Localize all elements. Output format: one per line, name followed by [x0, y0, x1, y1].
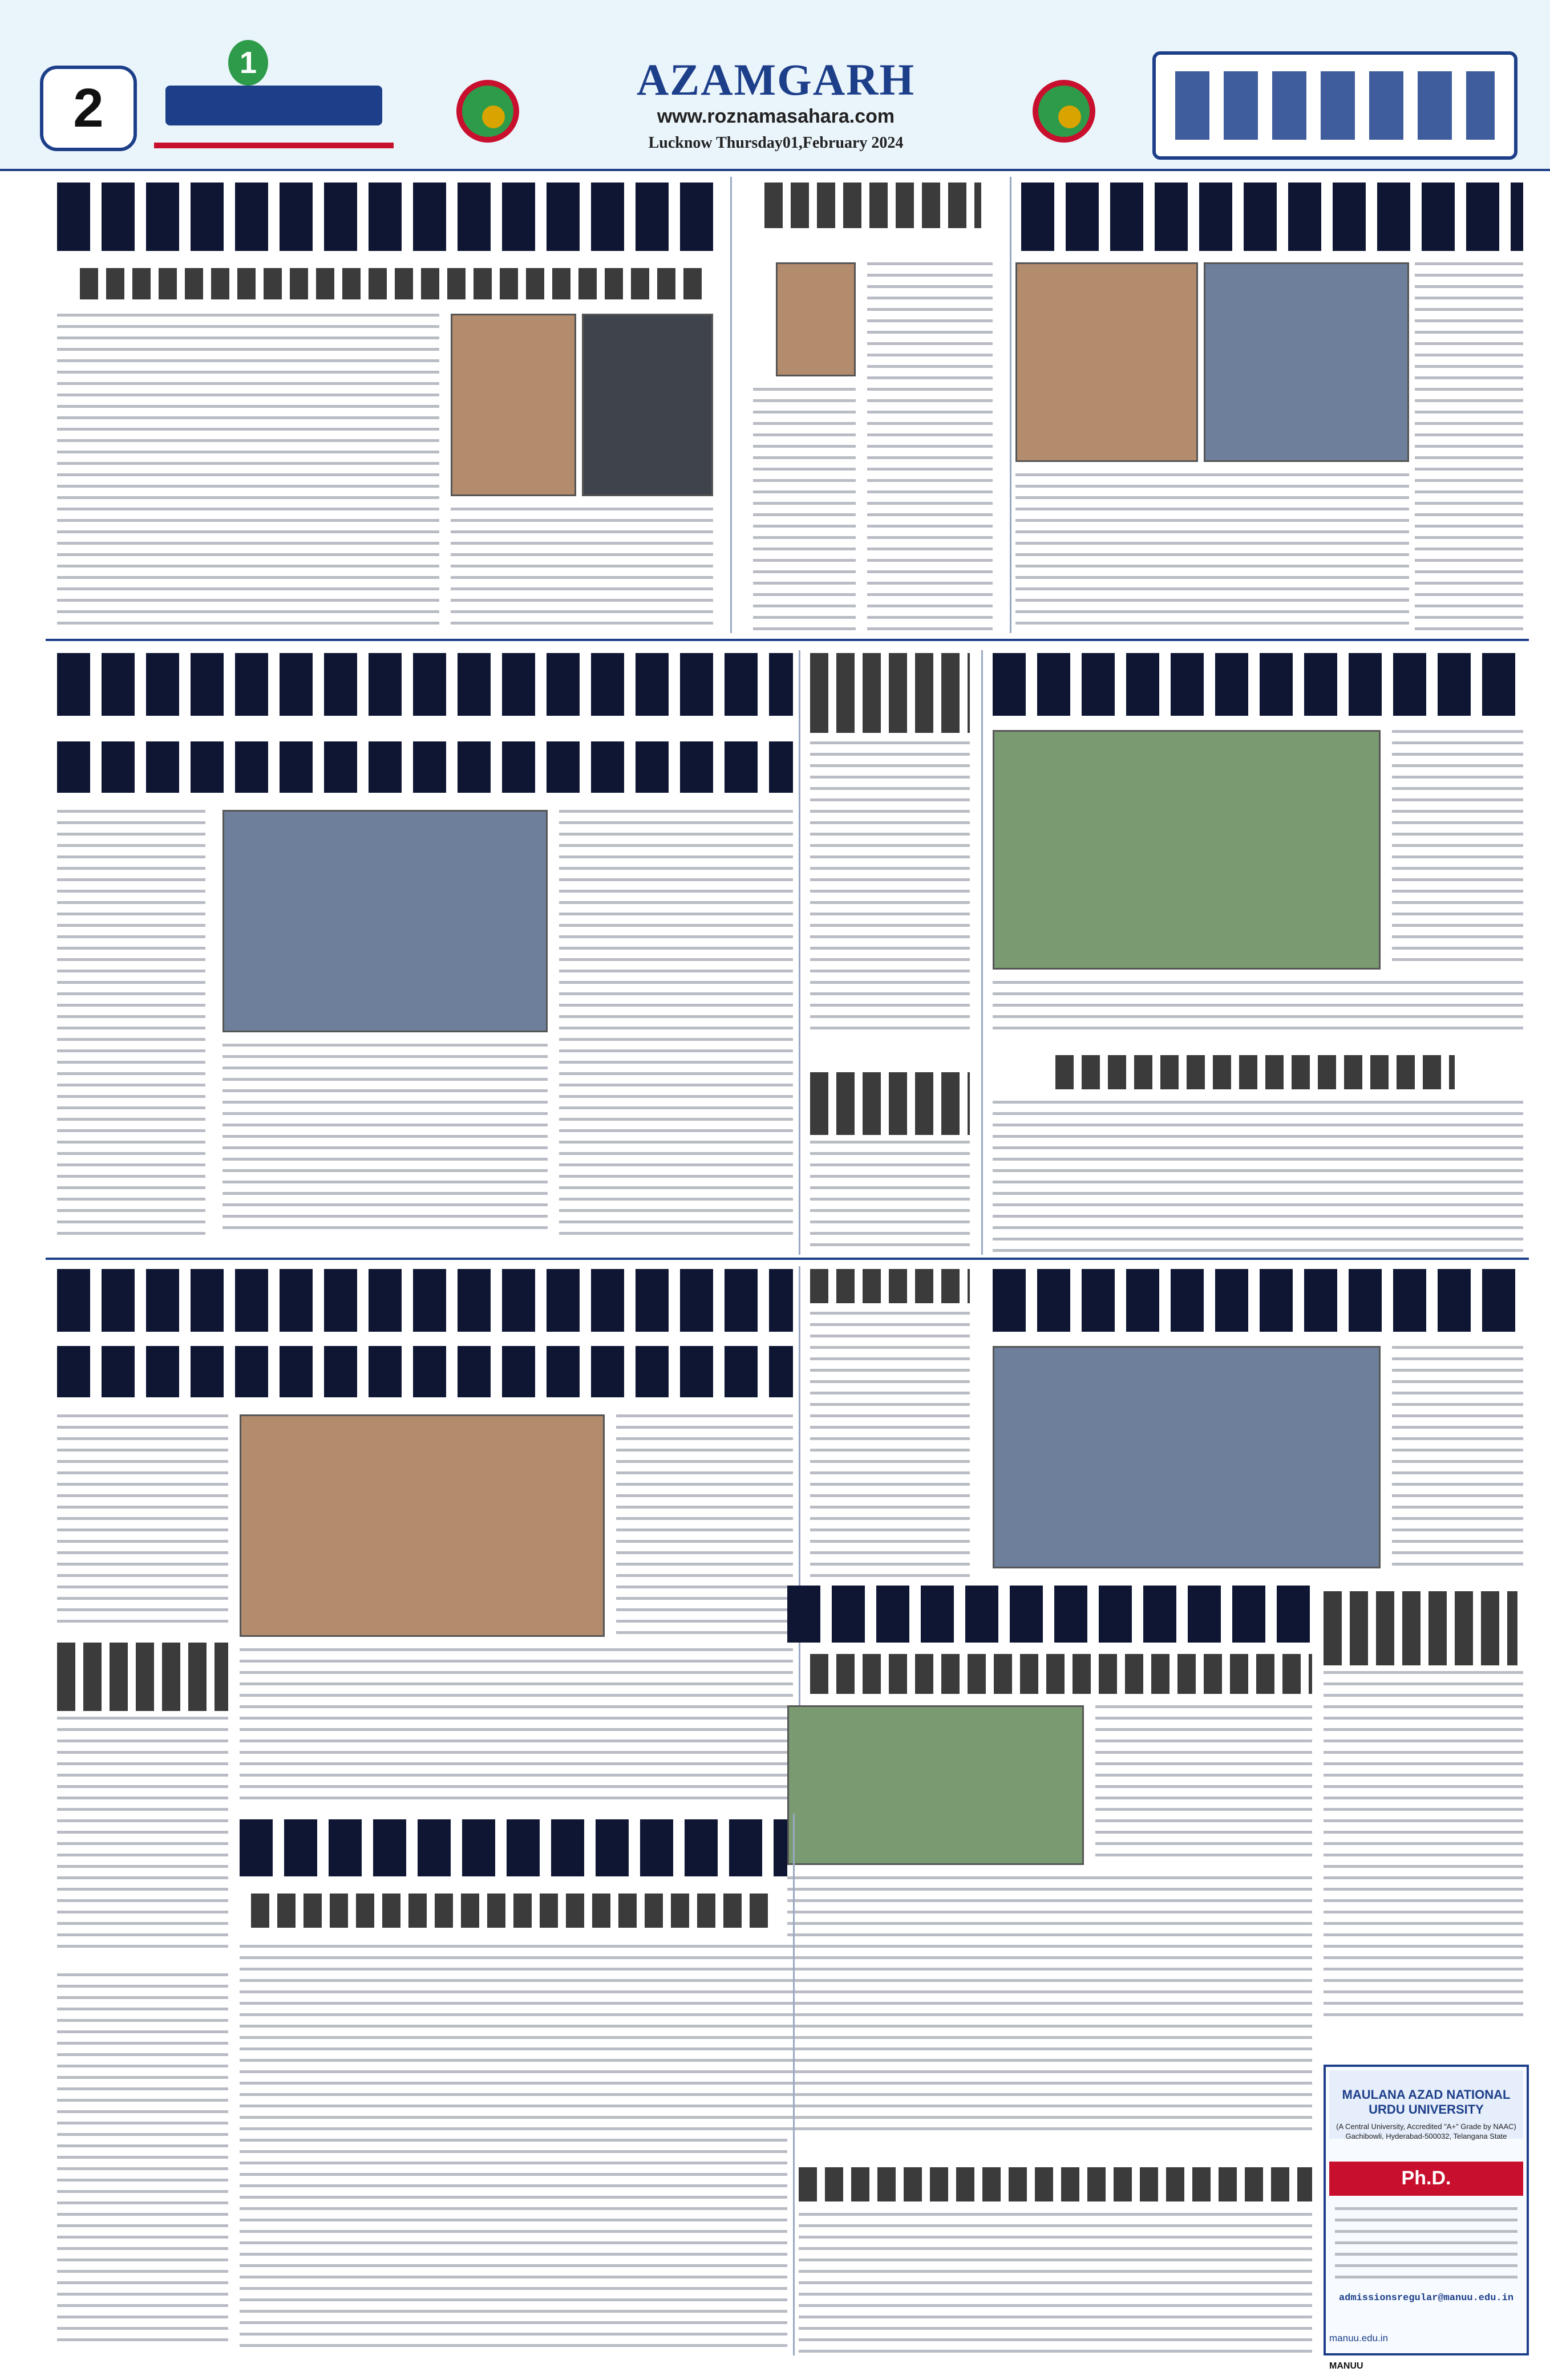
headline-school: [810, 1269, 970, 1303]
article-text: [222, 1044, 548, 1238]
page-number: 2: [40, 66, 137, 151]
victim-photo-2: [582, 314, 713, 496]
ad-website-link[interactable]: manuu.edu.in: [1329, 2333, 1389, 2343]
meeting-photo: [222, 810, 548, 1032]
subhead-pda-panchayat: [810, 1654, 1312, 1694]
headline-social-justice: [787, 1586, 1312, 1643]
headline-police-arrest: [799, 2167, 1312, 2201]
headline-vehicle-collision: [1021, 183, 1523, 251]
article-text: [993, 1101, 1523, 1255]
article-text: [616, 1414, 793, 1637]
logo-badge: 1: [228, 40, 268, 86]
article-text: [57, 1414, 228, 1625]
row-rule: [46, 639, 1529, 641]
headline-arrest: [810, 1072, 970, 1135]
ad-accreditation: (A Central University, Accredited "A+" Grade by NAAC) Gachibowli, Hyderabad-500032, Telangana State: [1336, 2122, 1516, 2140]
article-text: [810, 1141, 970, 1255]
article-text: [57, 1717, 228, 1956]
headline-motorcycle-accident: [57, 183, 713, 251]
headline-commissioner-meeting: [57, 741, 793, 793]
emblem-right-center: [1058, 106, 1081, 128]
rally-photo: [240, 1414, 605, 1637]
sahara-logo-bar: [165, 86, 382, 125]
dateline: Lucknow Thursday01,February 2024: [648, 134, 904, 152]
article-text: [810, 741, 970, 1038]
headline-suicide: [764, 183, 981, 228]
column-rule: [799, 650, 800, 1255]
headline-pole-collision: [810, 653, 970, 733]
headline-rally-case: [57, 1643, 228, 1711]
headline-backward-class: [57, 1269, 793, 1332]
article-text: [753, 388, 856, 633]
accident-photo-2: [1204, 262, 1409, 462]
headline-lawyers-protest: [240, 1819, 787, 1876]
article-text: [1392, 1346, 1523, 1568]
article-text: [57, 314, 439, 633]
subhead-motorcycle-accident: [80, 268, 707, 299]
article-text: [867, 262, 993, 633]
article-text: [993, 981, 1523, 1038]
article-text: [57, 1973, 228, 2350]
article-text: [787, 1876, 1312, 2139]
accident-photo-1: [1015, 262, 1198, 462]
row-rule: [46, 1258, 1529, 1260]
article-text: [240, 1648, 793, 1802]
article-text: [57, 810, 205, 1238]
headline-obituary: [1055, 1055, 1455, 1089]
ad-program: Ph.D.: [1401, 2167, 1451, 2189]
headline-industrial-areas: [57, 653, 793, 716]
column-rule: [981, 650, 983, 1255]
subhead-kunda-tehsil: [251, 1894, 776, 1928]
article-text: [1392, 730, 1523, 970]
headline-farewell: [993, 1269, 1523, 1332]
woman-photo: [776, 262, 856, 376]
article-text: [810, 1312, 970, 1586]
police-hearing-photo: [993, 730, 1381, 970]
headline-police-line: [993, 653, 1523, 716]
headline-rajepur-village: [57, 1346, 793, 1397]
ad-short-name: MANUU: [1329, 2361, 1363, 2371]
section-title-urdu: [1175, 71, 1495, 140]
article-text: [240, 1945, 787, 2350]
article-text: [1015, 473, 1409, 633]
emblem-left-center: [482, 106, 505, 128]
article-text: [1095, 1705, 1312, 1865]
article-text: [1415, 262, 1523, 633]
victim-photo-1: [451, 314, 576, 496]
article-text: [559, 810, 793, 1238]
column-rule: [730, 177, 732, 633]
column-rule: [1010, 177, 1011, 633]
headline-lawyers: [1324, 1591, 1517, 1665]
city-title: AZAMGARH: [636, 55, 916, 104]
ad-text: [1335, 2207, 1517, 2287]
farewell-photo: [993, 1346, 1381, 1568]
article-text: [799, 2213, 1312, 2355]
column-rule: [793, 1814, 795, 2355]
ad-university-name: MAULANA AZAD NATIONAL URDU UNIVERSITY: [1342, 2087, 1511, 2117]
site-url[interactable]: www.roznamasahara.com: [657, 106, 895, 127]
article-text: [1324, 1671, 1523, 2025]
article-text: [451, 508, 713, 633]
ad-email-link[interactable]: admissionsregular@manuu.edu.in: [1338, 2293, 1514, 2304]
panchayat-photo: [787, 1705, 1084, 1865]
